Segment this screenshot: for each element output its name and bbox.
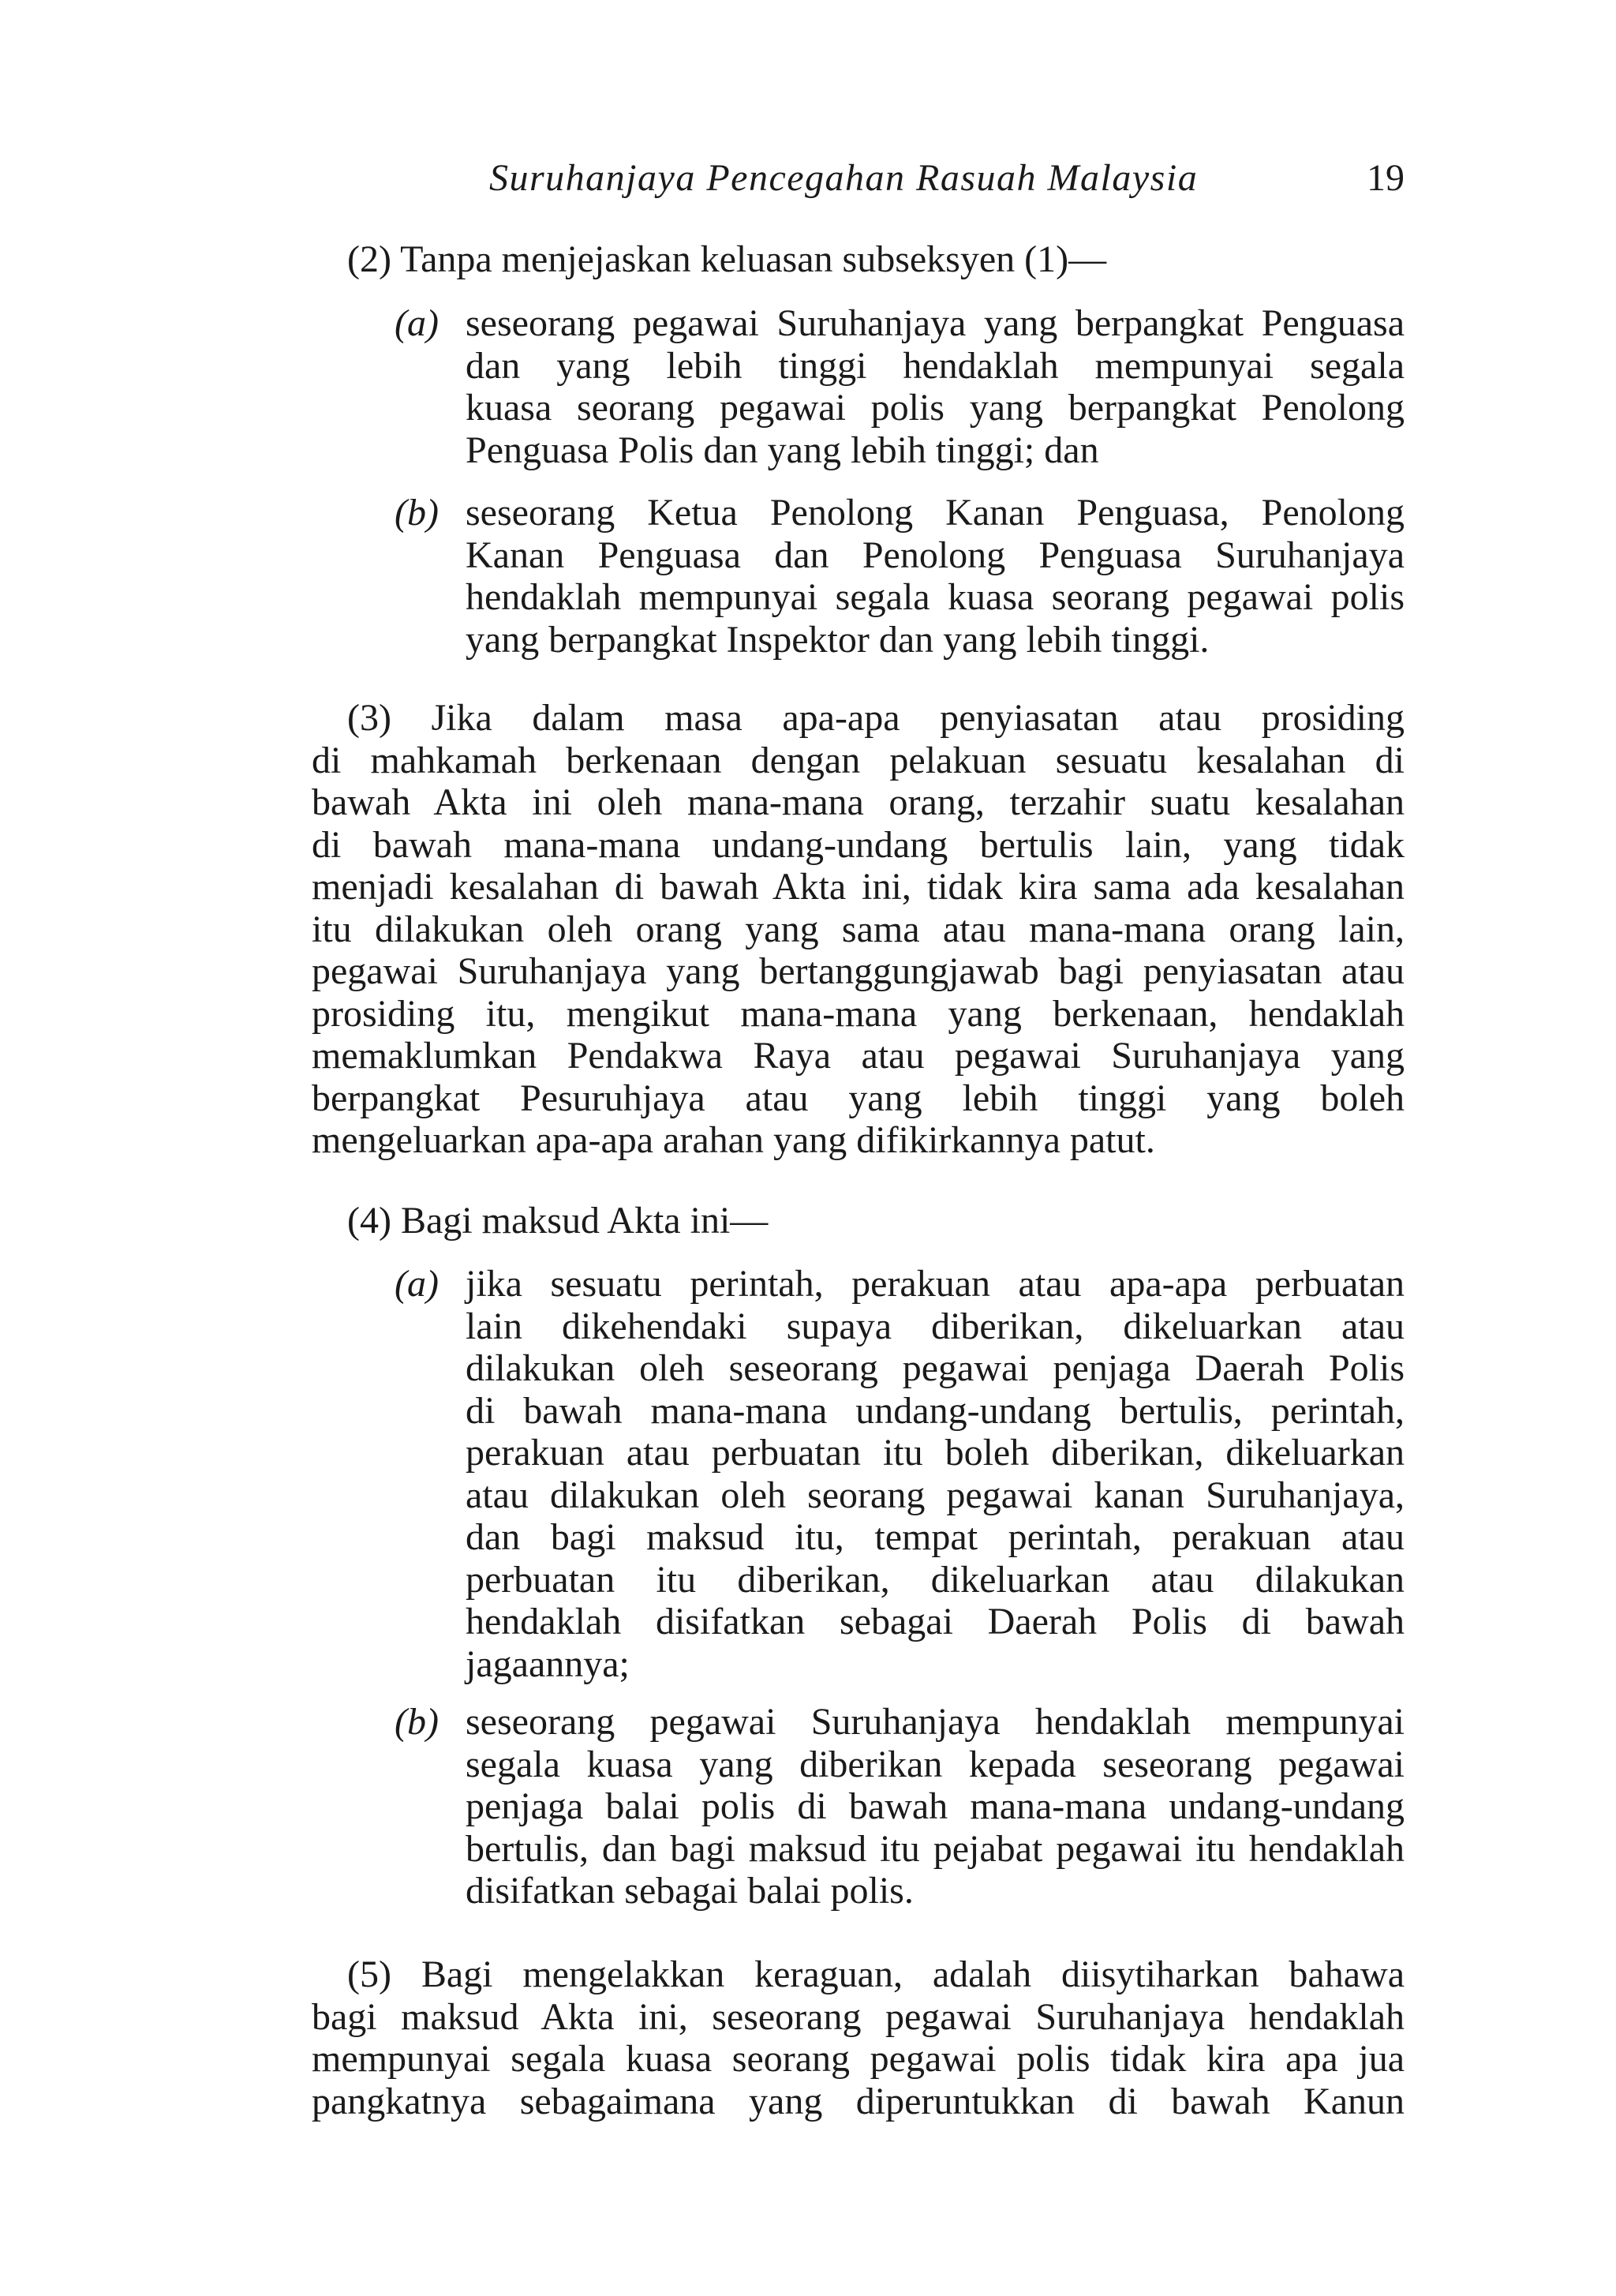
text-line: (3) Jika dalam masa apa-apa penyiasatan atau prosiding [347,697,1405,739]
text-line: Kanan Penguasa dan Penolong Penguasa Suruhanjaya [466,534,1405,576]
text-line: di mahkamah berkenaan dengan pelakuan sesuatu kesalahan di [312,739,1405,781]
text-line: hendaklah mempunyai segala kuasa seorang pegawai polis [466,576,1405,618]
text-line: atau dilakukan oleh seorang pegawai kanan Suruhanjaya, [466,1474,1405,1516]
text-line: seseorang pegawai Suruhanjaya hendaklah mempunyai [466,1701,1405,1743]
text-line: bagi maksud Akta ini, seseorang pegawai Suruhanjaya hendaklah [312,1995,1405,2038]
text-line: berpangkat Pesuruhjaya atau yang lebih tinggi yang boleh [312,1077,1405,1119]
text-line: seseorang Ketua Penolong Kanan Penguasa, Penolong [466,492,1405,534]
text-line: bertulis, dan bagi maksud itu pejabat pegawai itu hendaklah [466,1827,1405,1870]
item-body [466,1701,1405,1912]
text-line: lain dikehendaki supaya diberikan, dikeluarkan atau [466,1305,1405,1347]
text-line: pangkatnya sebagaimana yang diperuntukkan di bawah Kanun [312,2080,1405,2122]
item-label: (a) [395,302,439,344]
text-line: yang berpangkat Inspektor dan yang lebih tinggi. [466,618,1210,661]
item-body [466,302,1405,471]
text-line: mengeluarkan apa-apa arahan yang difikirkannya patut. [312,1119,1155,1161]
subsection-3-paragraph [312,697,1405,1162]
subsection-5-paragraph [312,1953,1405,2122]
text-line: perbuatan itu diberikan, dikeluarkan atau dilakukan [466,1558,1405,1601]
text-line: dilakukan oleh seseorang pegawai penjaga Daerah Polis [466,1347,1405,1389]
text-line: bawah Akta ini oleh mana-mana orang, terzahir suatu kesalahan [312,781,1405,823]
text-line: di bawah mana-mana undang-undang bertulis lain, yang tidak [312,823,1405,866]
text-line: kuasa seorang pegawai polis yang berpangkat Penolong [466,387,1405,429]
text-line: mempunyai segala kuasa seorang pegawai polis tidak kira apa jua [312,2038,1405,2080]
subsection-2-intro: (2) Tanpa menjejaskan keluasan subseksyen (1)— [347,238,1107,280]
text-line: jagaannya; [466,1642,630,1685]
text-line: dan yang lebih tinggi hendaklah mempunyai segala [466,344,1405,387]
item-body [466,492,1405,661]
text-line: hendaklah disifatkan sebagai Daerah Polis di bawah [466,1601,1405,1642]
item-label: (b) [395,492,439,534]
text-line: penjaga balai polis di bawah mana-mana undang-undang [466,1785,1405,1827]
text-line: dan bagi maksud itu, tempat perintah, perakuan atau [466,1516,1405,1558]
running-header [312,156,1405,204]
text-line: menjadi kesalahan di bawah Akta ini, tidak kira sama ada kesalahan [312,866,1405,908]
item-body [466,1263,1405,1685]
running-title: Suruhanjaya Pencegahan Rasuah Malaysia [489,157,1199,199]
text-line: disifatkan sebagai balai polis. [466,1870,914,1912]
text-line: perakuan atau perbuatan itu boleh diberikan, dikeluarkan [466,1432,1405,1474]
text-line: di bawah mana-mana undang-undang bertulis, perintah, [466,1389,1405,1432]
text-line: seseorang pegawai Suruhanjaya yang berpangkat Penguasa [466,302,1405,344]
text-line: (5) Bagi mengelakkan keraguan, adalah diisytiharkan bahawa [347,1953,1405,1995]
item-label: (a) [395,1263,439,1305]
text-line: Penguasa Polis dan yang lebih tinggi; dan [466,429,1099,471]
item-label: (b) [395,1701,439,1743]
text-line: itu dilakukan oleh orang yang sama atau mana-mana orang lain, [312,908,1405,950]
text-line: prosiding itu, mengikut mana-mana yang berkenaan, hendaklah [312,992,1405,1035]
subsection-4-intro: (4) Bagi maksud Akta ini— [347,1200,769,1242]
text-line: pegawai Suruhanjaya yang bertanggungjawab bagi penyiasatan atau [312,950,1405,992]
text-line: memaklumkan Pendakwa Raya atau pegawai Suruhanjaya yang [312,1035,1405,1077]
text-line: segala kuasa yang diberikan kepada seseorang pegawai [466,1743,1405,1785]
page-number: 19 [1367,157,1405,199]
text-line: jika sesuatu perintah, perakuan atau apa-apa perbuatan [466,1263,1405,1305]
